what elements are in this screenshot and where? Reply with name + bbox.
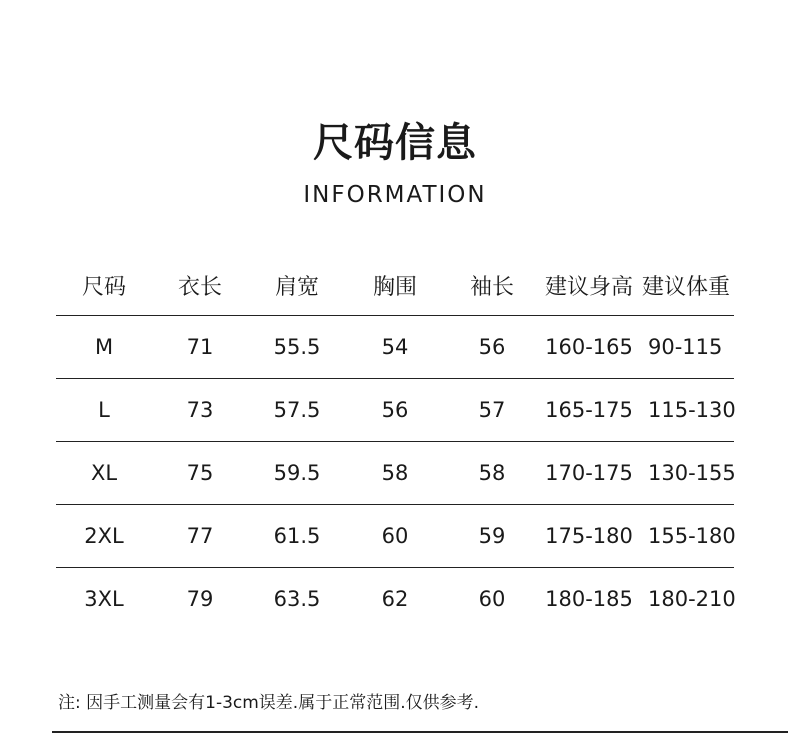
cell-sleeve: 60 xyxy=(478,587,506,611)
size-table-header xyxy=(56,262,734,308)
cell-weight: 155-180 xyxy=(648,524,736,548)
cell-sleeve: 59 xyxy=(478,524,506,548)
cell-weight: 90-115 xyxy=(648,335,723,359)
header-length: 衣长 xyxy=(177,274,222,300)
cell-shoulder: 61.5 xyxy=(273,524,321,548)
header-shoulder: 肩宽 xyxy=(274,274,319,300)
cell-sleeve: 58 xyxy=(478,461,506,485)
cell-size: M xyxy=(94,335,114,359)
header-chest: 胸围 xyxy=(372,274,417,300)
header-weight: 建议体重 xyxy=(641,274,730,300)
cell-height: 180-185 xyxy=(545,587,633,611)
cell-sleeve: 57 xyxy=(478,398,506,422)
cell-sleeve: 56 xyxy=(478,335,506,359)
cell-length: 79 xyxy=(186,587,214,611)
page-subtitle: INFORMATION xyxy=(303,182,487,208)
cell-height: 175-180 xyxy=(545,524,633,548)
cell-size: 3XL xyxy=(84,587,124,611)
cell-shoulder: 57.5 xyxy=(273,398,321,422)
cell-shoulder: 59.5 xyxy=(273,461,321,485)
cell-length: 77 xyxy=(186,524,214,548)
cell-weight: 115-130 xyxy=(648,398,736,422)
table-row xyxy=(56,316,734,378)
table-row xyxy=(56,505,734,567)
cell-length: 71 xyxy=(186,335,214,359)
cell-height: 160-165 xyxy=(545,335,633,359)
cell-height: 170-175 xyxy=(545,461,633,485)
cell-size: XL xyxy=(90,461,118,485)
header-height: 建议身高 xyxy=(544,274,633,300)
cell-chest: 60 xyxy=(381,524,409,548)
cell-height: 165-175 xyxy=(545,398,633,422)
cell-size: 2XL xyxy=(84,524,124,548)
cell-shoulder: 63.5 xyxy=(273,587,321,611)
cell-weight: 130-155 xyxy=(648,461,736,485)
table-row xyxy=(56,379,734,441)
bottom-divider xyxy=(52,731,788,733)
cell-weight: 180-210 xyxy=(648,587,736,611)
table-row xyxy=(56,568,734,630)
cell-chest: 62 xyxy=(381,587,409,611)
measurement-note: 注: 因手工测量会有1-3cm误差.属于正常范围.仅供参考. xyxy=(58,693,480,713)
header-sleeve: 袖长 xyxy=(469,274,514,300)
cell-shoulder: 55.5 xyxy=(273,335,321,359)
cell-length: 75 xyxy=(186,461,214,485)
cell-chest: 54 xyxy=(381,335,409,359)
cell-chest: 58 xyxy=(381,461,409,485)
cell-length: 73 xyxy=(186,398,214,422)
cell-chest: 56 xyxy=(381,398,409,422)
header-size: 尺码 xyxy=(81,274,126,300)
cell-size: L xyxy=(98,398,110,422)
table-row xyxy=(56,442,734,504)
page-title: 尺码信息 xyxy=(313,120,477,166)
